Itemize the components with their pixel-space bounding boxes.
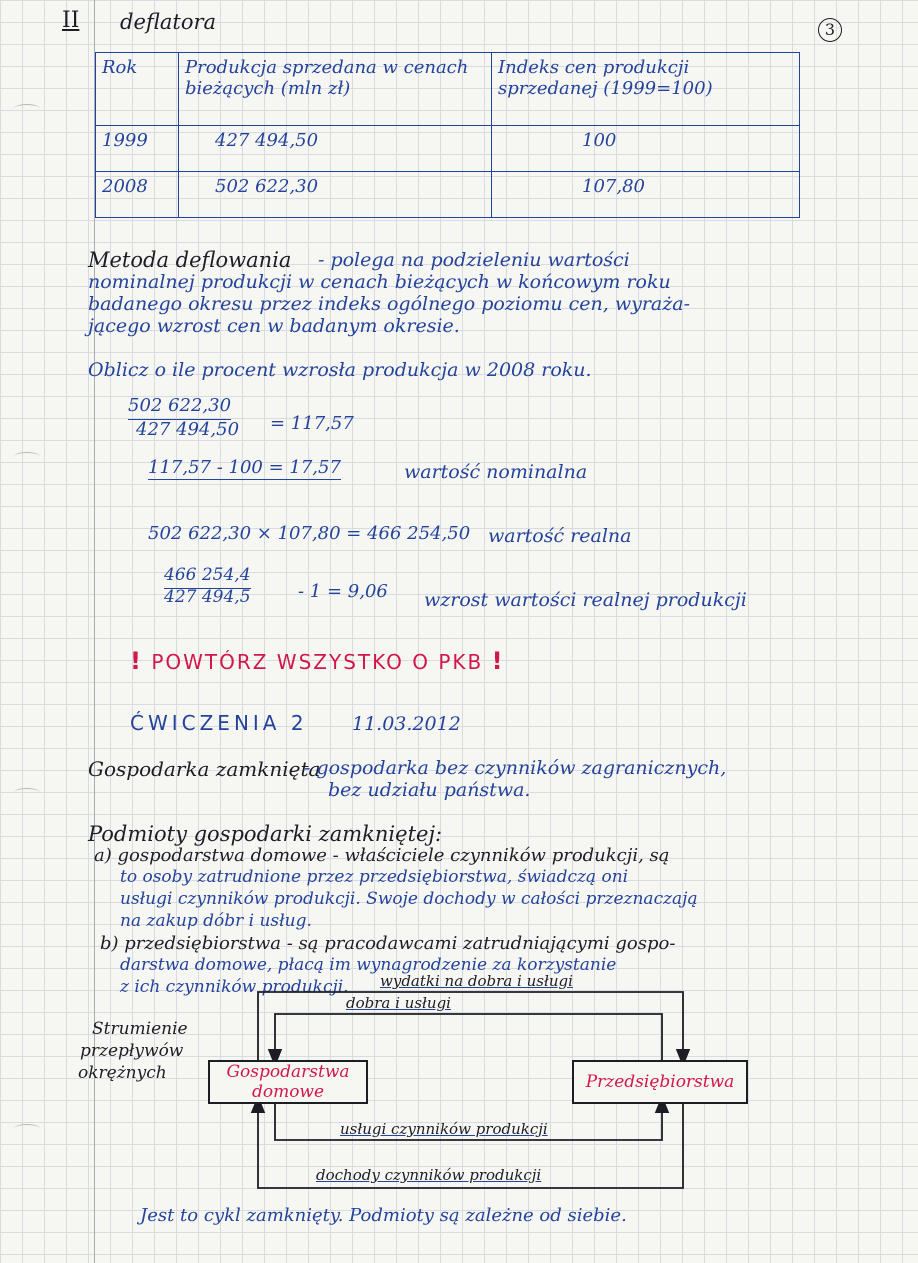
closed-economy-term: Gospodarka zamknięta [88,757,321,781]
table-cell: 1999 [96,126,179,172]
task-text: Oblicz o ile procent wzrosła produkcja w 2008 roku. [88,359,592,381]
table-cell: 100 [492,126,800,172]
table-header-cell: Indeks cen produkcji sprzedanej (1999=100) [492,53,800,126]
flow-arrow-spending [258,992,683,1062]
conclusion-text: Jest to cykl zamknięty. Podmioty są zależne od siebie. [140,1205,627,1226]
section-number: II [62,8,80,33]
table-header-cell: Rok [96,53,179,126]
table-cell: 502 622,30 [179,172,492,218]
reminder-text: POWTÓRZ WSZYSTKO O PKB [151,650,484,674]
subjects-title: Podmioty gospodarki zamkniętej: [88,822,443,846]
fraction-denominator: 427 494,5 [164,587,251,607]
section-title: deflatora [120,10,217,34]
flow-arrow-goods [275,1014,662,1062]
table-cell: 427 494,50 [179,126,492,172]
page-number: 3 [818,18,842,42]
definition-term: Metoda deflowania [88,248,292,272]
flow-label-spending: wydatki na dobra i usługi [380,972,573,990]
table-cell: 2008 [96,172,179,218]
enterprises-box: Przedsiębiorstwa [572,1060,748,1104]
definition-line: jącego wzrost cen w badanym okresie. [88,315,460,337]
exercise-title: ĆWICZENIA 2 [130,711,308,735]
calc-label: wartość nominalna [404,461,588,483]
fraction-numerator: 466 254,4 [164,566,251,589]
diagram-side-label: okrężnych [78,1063,167,1083]
exclamation-icon: ! [491,647,505,675]
subject-b-line: z ich czynników produkcji. [120,977,349,997]
subject-a-line: usługi czynników produkcji. Swoje dochody w całości przeznaczają [120,889,698,909]
fraction-result: = 117,57 [270,413,354,434]
subject-a-line: na zakup dóbr i usług. [120,911,312,931]
diagram-side-label: Strumienie [92,1019,188,1039]
closed-economy-def: bez udziału państwa. [328,779,531,801]
subject-b-line: darstwa domowe, płacą im wynagrodzenie za korzystanie [120,955,617,975]
table-header-cell: Produkcja sprzedana w cenach bieżących (mln zł) [179,53,492,126]
households-box: Gospodarstwa domowe [208,1060,368,1104]
fraction-result: - 1 = 9,06 [298,581,388,602]
table-cell: 107,80 [492,172,800,218]
exercise-date: 11.03.2012 [352,713,461,735]
exclamation-icon: ! [130,647,143,675]
subject-b-line: b) przedsiębiorstwa - są pracodawcami zatrudniającymi gospo- [100,933,676,954]
calc-label: wzrost wartości realnej produkcji [424,589,747,611]
fraction-denominator: 427 494,50 [136,419,240,440]
definition-line: nominalnej produkcji w cenach bieżących w końcowym roku [88,271,671,293]
calc-label: wartość realna [488,525,632,547]
flow-label-factor-income: dochody czynników produkcji [316,1166,542,1184]
calc-line: 502 622,30 × 107,80 = 466 254,50 [148,523,471,544]
fraction-numerator: 502 622,30 [128,396,231,420]
definition-line: badanego okresu przez indeks ogólnego poziomu cen, wyraża- [88,293,691,315]
diagram-side-label: przepływów [80,1041,184,1061]
subject-a-line: to osoby zatrudnione przez przedsiębiorstwa, świadczą oni [120,867,629,887]
closed-economy-def: - gospodarka bez czynników zagranicznych, [304,757,727,779]
subject-a-line: a) gospodarstwa domowe - właściciele czynników produkcji, są [94,845,670,866]
definition-line: - polega na podzieleniu wartości [318,249,630,271]
flow-label-goods: dobra i usługi [346,994,451,1012]
calc-line: 117,57 - 100 = 17,57 [148,457,341,478]
flow-label-factor-services: usługi czynników produkcji [340,1120,548,1138]
